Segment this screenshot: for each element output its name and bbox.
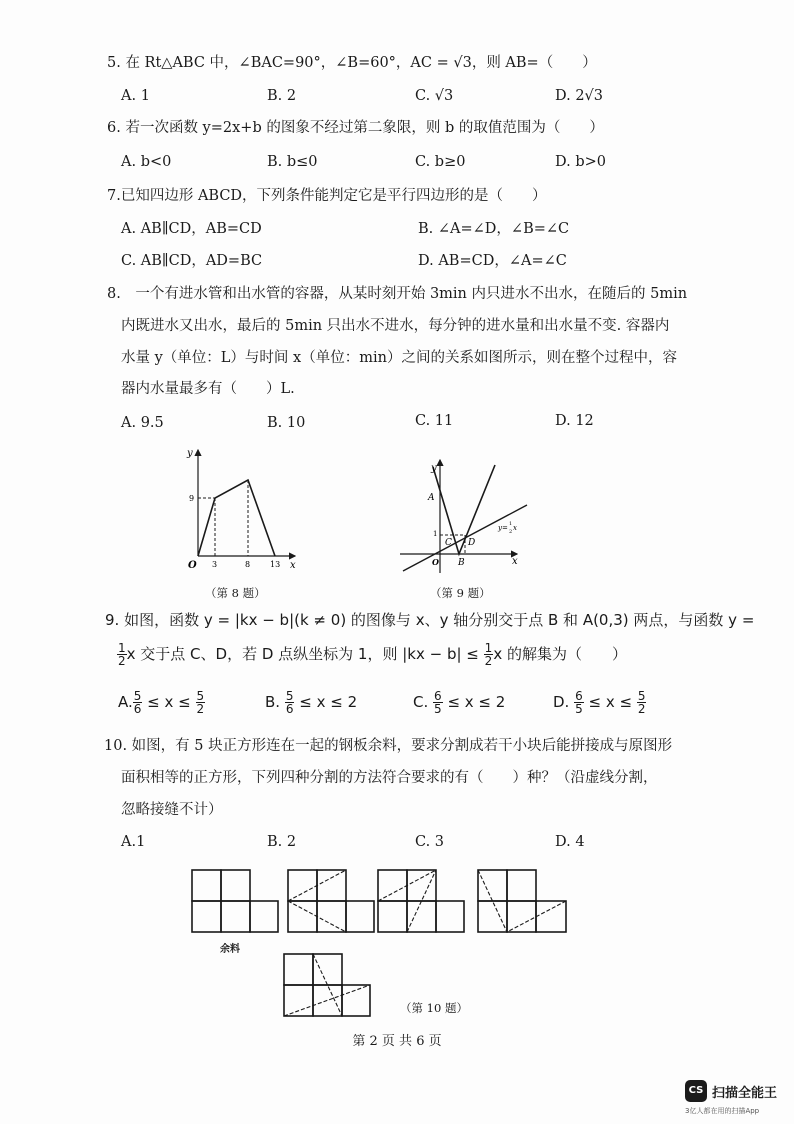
fig9-label-d: D [468, 538, 476, 548]
fig9-line-den: 2 [509, 529, 513, 535]
q6-option-b: B. b≤0 [267, 154, 318, 170]
q6-option-c: C. b≥0 [415, 154, 466, 170]
fig8-y-label: y [187, 448, 193, 459]
fig10-cut-option-2 [376, 868, 468, 934]
fig9-origin: O [432, 557, 439, 567]
fig8-y-tick-9: 9 [189, 494, 195, 503]
q9-frac-half: $\frac{1}{2}$ [118, 641, 126, 668]
q8-option-c: C. 11 [415, 413, 454, 429]
q10-option-c: C. 3 [415, 834, 445, 850]
q9-option-b: B. $\frac{5}{6}$ ≤ x ≤ 2 [265, 689, 358, 716]
q10-line-3: 忽略接缝不计） [121, 802, 223, 818]
q7-option-d: D. AB=CD，∠A=∠C [418, 253, 567, 269]
fig9-label-a: A [428, 493, 435, 503]
q8-option-b: B. 10 [267, 415, 306, 431]
q10-option-a: A.1 [121, 834, 146, 850]
q5-option-d: D. 2√3 [555, 88, 604, 104]
q5-stem: 5. 在 Rt△ABC 中，∠BAC=90°，∠B=60°，AC = √3，则 AB=（ ） [107, 55, 597, 71]
q7-option-a: A. AB∥CD，AB=CD [121, 221, 262, 237]
fig10-leftover-shape [190, 868, 280, 934]
fig9-tick-1: 1 [433, 530, 438, 538]
q5-option-c: C. √3 [415, 88, 454, 104]
q9-line-1: 9. 如图，函数 y = |kx − b|(k ≠ 0) 的图像与 x、y 轴分别交于点 B 和 A(0,3) 两点，与函数 y = [105, 611, 755, 629]
fig10-leftover-label: 余料 [220, 944, 240, 955]
fig9-abs-graph [433, 465, 495, 554]
q7-option-c: C. AB∥CD，AD=BC [121, 253, 263, 269]
figure-8-graph [170, 440, 310, 580]
q7-stem: 7.已知四边形 ABCD，下列条件能判定它是平行四边形的是（ ） [107, 188, 547, 204]
figure-8-caption: （第 8 题） [205, 586, 266, 600]
q5-option-b: B. 2 [267, 88, 297, 104]
q9-line-2: $\frac{1}{2}$ x 交于点 C、D，若 D 点纵坐标为 1，则 |kx − b| ≤ $\frac{1}{2}$ x 的解集为（ ） [118, 641, 627, 668]
q6-option-a: A. b<0 [121, 154, 172, 170]
q9-option-a: A. $\frac{5}{6}$ ≤ x ≤ $\frac{5}{2}$ [118, 689, 205, 716]
fig9-label-b: B [458, 558, 465, 568]
fig9-x-label: x [512, 556, 518, 567]
figure-10-caption: （第 10 题） [400, 1001, 468, 1015]
fig9-line-eq: y= [498, 524, 508, 532]
watermark-name: 扫描全能王 [712, 1086, 778, 1101]
fig10-cut-option-3 [476, 868, 572, 934]
watermark-subtitle: 3亿人都在用的扫描App [685, 1107, 760, 1115]
fig9-line-num: 1 [509, 521, 513, 527]
q10-line-1: 10. 如图，有 5 块正方形连在一起的钢板余料，要求分割成若干小块后能拼接成与原图形 [104, 738, 673, 754]
q8-line-4: 器内水量最多有（ ）L. [121, 381, 295, 397]
fig9-line-x: x [513, 524, 517, 532]
q8-option-a: A. 9.5 [121, 415, 164, 431]
q6-stem: 6. 若一次函数 y=2x+b 的图象不经过第二象限，则 b 的取值范围为（ ） [107, 120, 604, 136]
q9-frac-half-2: $\frac{1}{2}$ [484, 641, 493, 668]
figure-9-caption: （第 9 题） [430, 586, 491, 600]
figure-9-graph [395, 455, 535, 580]
q10-option-b: B. 2 [267, 834, 297, 850]
fig9-y-label: y [431, 463, 437, 474]
page-footer: 第 2 页 共 6 页 [352, 1034, 442, 1049]
q6-option-d: D. b>0 [555, 154, 606, 170]
fig8-x-tick-3: 3 [212, 560, 218, 569]
fig8-x-tick-8: 8 [245, 560, 251, 569]
q8-option-d: D. 12 [555, 413, 594, 429]
q10-line-2: 面积相等的正方形，下列四种分割的方法符合要求的有（ ）种？（沿虚线分割， [121, 770, 658, 786]
q7-option-b: B. ∠A=∠D，∠B=∠C [418, 221, 570, 237]
q8-line-3: 水量 y（单位：L）与时间 x（单位：min）之间的关系如图所示，则在整个过程中，容 [121, 350, 677, 366]
fig9-label-c: C [445, 538, 452, 548]
q10-option-d: D. 4 [555, 834, 585, 850]
q5-option-a: A. 1 [121, 88, 150, 104]
q9-option-c: C. $\frac{6}{5}$ ≤ x ≤ 2 [413, 689, 506, 716]
q9-option-d: D. $\frac{6}{5}$ ≤ x ≤ $\frac{5}{2}$ [553, 689, 646, 716]
fig8-water-line [198, 480, 275, 556]
q8-line-2: 内既进水又出水，最后的 5min 只出水不进水，每分钟的进水量和出水量不变. 容器内 [121, 318, 670, 334]
fig10-cut-option-4 [282, 952, 374, 1018]
q8-line-1: 8. 一个有进水管和出水管的容器，从某时刻开始 3min 内只进水不出水，在随后的 5min [107, 286, 688, 302]
fig8-origin: O [188, 560, 197, 571]
fig8-x-label: x [290, 560, 296, 571]
camscanner-logo-icon: CS [685, 1080, 707, 1102]
fig10-cut-option-1 [286, 868, 378, 934]
scanner-watermark [685, 1080, 794, 1120]
fig8-x-tick-13: 13 [270, 560, 281, 569]
